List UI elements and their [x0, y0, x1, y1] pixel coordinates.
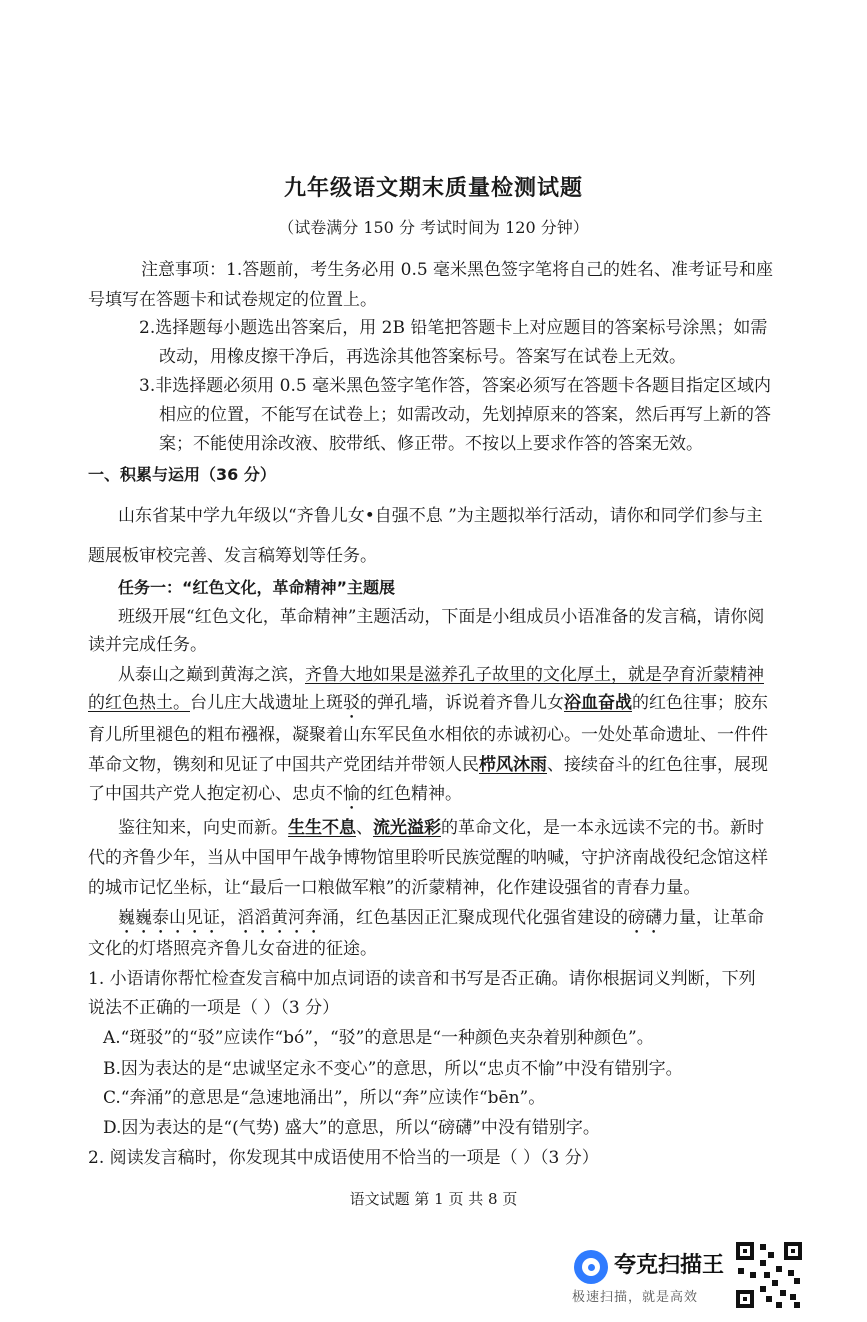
task-desc-line-2: 读并完成任务。	[88, 635, 207, 655]
qr-module	[794, 1278, 800, 1284]
watermark-slogan: 极速扫描，就是高效	[572, 1290, 699, 1305]
page-title: 九年级语文期末质量检测试题	[283, 175, 583, 201]
qr-module	[760, 1244, 766, 1250]
qr-module	[776, 1302, 782, 1308]
para1-line-4	[88, 753, 768, 777]
underlined-sentence: 齐鲁大地如果是滋养孔子故里的文化厚土，就是孕育沂蒙精神	[305, 665, 764, 685]
text: 台儿庄大战遗址上斑	[190, 693, 343, 713]
dotted-char: 磅礴	[628, 908, 662, 928]
qr-module	[780, 1290, 786, 1296]
para1-line-3: 育儿所里褪色的粗布襁褓，凝聚着山东军民鱼水相依的赤诚初心。一处处革命遗址、一件件	[88, 725, 768, 745]
para1-line-1	[118, 663, 764, 687]
notice-line-2: 号填写在答题卡和试卷规定的位置上。	[88, 290, 377, 310]
exam-subtitle: （试卷满分 150 分 考试时间为 120 分钟）	[278, 218, 589, 237]
notice-line-4: 改动，用橡皮擦干净后，再选涂其他答案标号。答案写在试卷上无效。	[159, 347, 686, 367]
text: 的弹孔墙，诉说着齐鲁儿女	[360, 693, 564, 713]
qr-module	[790, 1294, 796, 1300]
idiom: 流光溢彩	[373, 818, 441, 838]
qr-code-icon	[736, 1242, 802, 1308]
text: 、	[356, 818, 373, 838]
qr-finder	[784, 1242, 802, 1260]
task-heading: 任务一：“红色文化，革命精神”主题展	[118, 578, 396, 597]
text: 、接续奋斗的红色往事，展现	[547, 755, 768, 775]
para2-line-1	[118, 816, 764, 840]
option-b: B.因为表达的是“忠诚坚定永不变心”的意思，所以“忠贞不愉”中没有错别字。	[103, 1059, 683, 1079]
underlined-sentence: 的红色热土。	[88, 693, 190, 713]
text: 的革命文化，是一本永远读不完的书。新时	[441, 818, 764, 838]
text: 巍巍泰山见证，滔滔黄河	[118, 908, 305, 928]
idiom: 生生不息	[288, 818, 356, 838]
watermark-name: 夸克扫描王	[614, 1253, 725, 1278]
page-footer: 语文试题 第 1 页 共 8 页	[349, 1190, 518, 1208]
question-2: 2. 阅读发言稿时，你发现其中成语使用不恰当的一项是（ ）（3 分）	[88, 1148, 599, 1168]
qr-module	[788, 1270, 794, 1276]
qr-module	[760, 1286, 766, 1292]
intro-line-1: 山东省某中学九年级以“齐鲁儿女•自强不息 ”为主题拟举行活动，请你和同学们参与主	[118, 506, 763, 526]
qr-module	[750, 1272, 756, 1278]
text: 从泰山之巅到黄海之滨，	[118, 665, 305, 685]
option-a: A.“斑驳”的“驳”应读作“bó”，“驳”的意思是“一种颜色夹杂着别种颜色”。	[103, 1028, 654, 1048]
text: 鉴往知来，向史而新。	[118, 818, 288, 838]
text: 了中国共产党人抱定初心、忠贞不	[88, 784, 343, 804]
qr-finder	[736, 1242, 754, 1260]
notice-line-5: 3.非选择题必须用 0.5 毫米黑色签字笔作答，答案必须写在答题卡各题目指定区域内	[139, 376, 772, 396]
idiom: 栉风沐雨	[479, 755, 547, 775]
qr-module	[738, 1268, 744, 1274]
qr-module	[764, 1272, 770, 1278]
text: 涌，红色基因正汇聚成现代化强省建设的	[322, 908, 628, 928]
text: 的红色往事；胶东	[632, 693, 768, 713]
qr-module	[772, 1280, 778, 1286]
scanner-logo-icon	[574, 1250, 608, 1284]
option-d: D.因为表达的是“(气势) 盛大”的意思，所以“磅礴”中没有错别字。	[103, 1118, 600, 1138]
para1-line-2	[88, 691, 768, 723]
qr-module	[776, 1266, 782, 1272]
para2-line-2: 代的齐鲁少年，当从中国甲午战争博物馆里聆听民族觉醒的呐喊，守护济南战役纪念馆这样	[88, 848, 768, 868]
qr-finder	[736, 1290, 754, 1308]
para1-line-5	[88, 782, 462, 814]
para3-line-1	[118, 906, 764, 938]
dotted-char: 驳	[343, 693, 360, 713]
notice-line-7: 案；不能使用涂改液、胶带纸、修正带。不按以上要求作答的答案无效。	[159, 434, 703, 454]
text: 革命文物，镌刻和见证了中国共产党团结并带领人民	[88, 755, 479, 775]
idiom: 浴血奋战	[564, 693, 632, 713]
qr-module	[794, 1302, 800, 1308]
question-1-line-1: 1. 小语请你帮忙检查发言稿中加点词语的读音和书写是否正确。请你根据词义判断，下列	[88, 969, 756, 989]
notice-line-3: 2.选择题每小题选出答案后，用 2B 铅笔把答题卡上对应题目的答案标号涂黑；如需	[139, 318, 768, 338]
qr-module	[768, 1252, 774, 1258]
para2-line-3: 的城市记忆坐标，让“最后一口粮做军粮”的沂蒙精神，化作建设强省的青春力量。	[88, 878, 701, 898]
qr-module	[760, 1260, 766, 1266]
notice-line-6: 相应的位置，不能写在试卷上；如需改动，先划掉原来的答案，然后再写上新的答	[159, 405, 771, 425]
task-desc-line-1: 班级开展“红色文化，革命精神”主题活动，下面是小组成员小语准备的发言稿，请你阅	[118, 607, 765, 627]
question-1-line-2: 说法不正确的一项是（ ）（3 分）	[88, 998, 340, 1018]
intro-line-2: 题展板审校完善、发言稿筹划等任务。	[88, 546, 377, 566]
dotted-char: 奔	[305, 908, 322, 928]
notice-line-1: 注意事项：1.答题前，考生务必用 0.5 毫米黑色签字笔将自己的姓名、准考证号和座	[141, 260, 774, 280]
para3-line-2: 文化的灯塔照亮齐鲁儿女奋进的征途。	[88, 939, 377, 959]
qr-module	[766, 1296, 772, 1302]
scanner-watermark	[574, 1246, 734, 1310]
text: 的红色精神。	[360, 784, 462, 804]
dotted-char: 愉	[343, 784, 360, 804]
text: 力量，让革命	[662, 908, 764, 928]
option-c: C.“奔涌”的意思是“急速地涌出”，所以“奔”应读作“bēn”。	[103, 1088, 546, 1108]
section-heading: 一、积累与运用（36 分）	[88, 465, 276, 484]
